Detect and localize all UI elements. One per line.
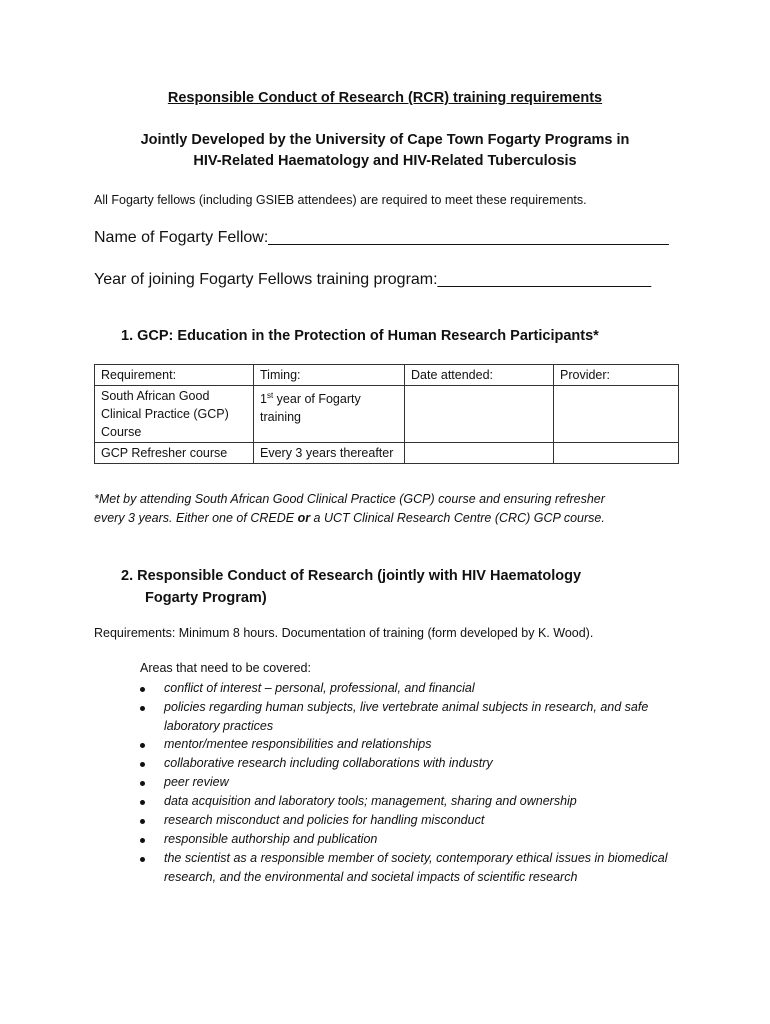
- list-item: responsible authorship and publication: [164, 832, 378, 846]
- header-timing: Timing:: [254, 365, 405, 386]
- cell-requirement: South African Good Clinical Practice (GCP) Course: [95, 386, 254, 443]
- table-header-row: [95, 365, 679, 386]
- footnote-line-1: *Met by attending South African Good Clinical Practice (GCP) course and ensuring refresher: [94, 492, 605, 506]
- footnote-emphasis: or: [297, 511, 311, 525]
- footnote-part-c: a UCT Clinical Research Centre (CRC) GCP course.: [310, 511, 605, 525]
- list-item: policies regarding human subjects, live vertebrate animal subjects in research, and safe laboratory practices: [164, 700, 649, 733]
- header-requirement: Requirement:: [95, 365, 254, 386]
- section-1-heading: 1. GCP: Education in the Protection of Human Research Participants*: [121, 328, 599, 344]
- requirements-text: Requirements: Minimum 8 hours. Documentation of training (form developed by K. Wood).: [94, 626, 594, 640]
- list-item: research misconduct and policies for handling misconduct: [164, 813, 485, 827]
- table-row: [95, 443, 679, 464]
- table-row: [95, 386, 679, 443]
- bullet-icon: [140, 706, 145, 711]
- cell-provider[interactable]: [554, 443, 679, 464]
- footnote-part-a: every 3 years. Either one of CREDE: [94, 511, 298, 525]
- cell-provider[interactable]: [554, 386, 679, 443]
- cell-date-attended[interactable]: [405, 386, 554, 443]
- header-date-attended: Date attended:: [405, 365, 554, 386]
- bullet-icon: [140, 781, 145, 786]
- bullet-icon: [140, 687, 145, 692]
- list-item: the scientist as a responsible member of society, contemporary ethical issues in biomedical research, and the environmental and societal impacts of scientific research: [164, 851, 668, 884]
- timing-rest: year of Fogarty training: [260, 392, 361, 425]
- subtitle-line-1: Jointly Developed by the University of Cape Town Fogarty Programs in: [140, 132, 630, 148]
- cell-requirement: GCP Refresher course: [95, 443, 254, 464]
- gcp-requirements-table: [94, 364, 679, 464]
- fellow-name-field[interactable]: Name of Fogarty Fellow:_____________________________________________: [94, 229, 669, 246]
- timing-ordinal: 1: [260, 392, 267, 407]
- cell-date-attended[interactable]: [405, 443, 554, 464]
- bullet-icon: [140, 762, 145, 767]
- list-item: data acquisition and laboratory tools; management, sharing and ownership: [164, 794, 577, 808]
- footnote-line-2: [94, 511, 605, 525]
- list-item: peer review: [164, 775, 229, 789]
- section-2-heading-line-2: Fogarty Program): [145, 590, 267, 606]
- bullet-icon: [140, 857, 145, 862]
- bullet-icon: [140, 743, 145, 748]
- subtitle-line-2: HIV-Related Haematology and HIV-Related Tuberculosis: [193, 153, 577, 169]
- join-year-field[interactable]: Year of joining Fogarty Fellows training program:________________________: [94, 271, 652, 288]
- list-item: collaborative research including collaborations with industry: [164, 756, 493, 770]
- bullet-icon: [140, 800, 145, 805]
- areas-label: Areas that need to be covered:: [140, 661, 311, 675]
- bullet-icon: [140, 819, 145, 824]
- timing-superscript: st: [266, 391, 274, 400]
- bullet-icon: [140, 838, 145, 843]
- cell-timing: Every 3 years thereafter: [254, 443, 405, 464]
- document-title: Responsible Conduct of Research (RCR) training requirements: [167, 90, 603, 106]
- intro-text: All Fogarty fellows (including GSIEB attendees) are required to meet these requirements.: [94, 193, 587, 207]
- header-provider: Provider:: [554, 365, 679, 386]
- section-2-heading-line-1: 2. Responsible Conduct of Research (jointly with HIV Haematology: [121, 568, 582, 584]
- cell-timing: [254, 386, 405, 443]
- list-item: conflict of interest – personal, professional, and financial: [164, 681, 475, 695]
- list-item: mentor/mentee responsibilities and relationships: [164, 737, 432, 751]
